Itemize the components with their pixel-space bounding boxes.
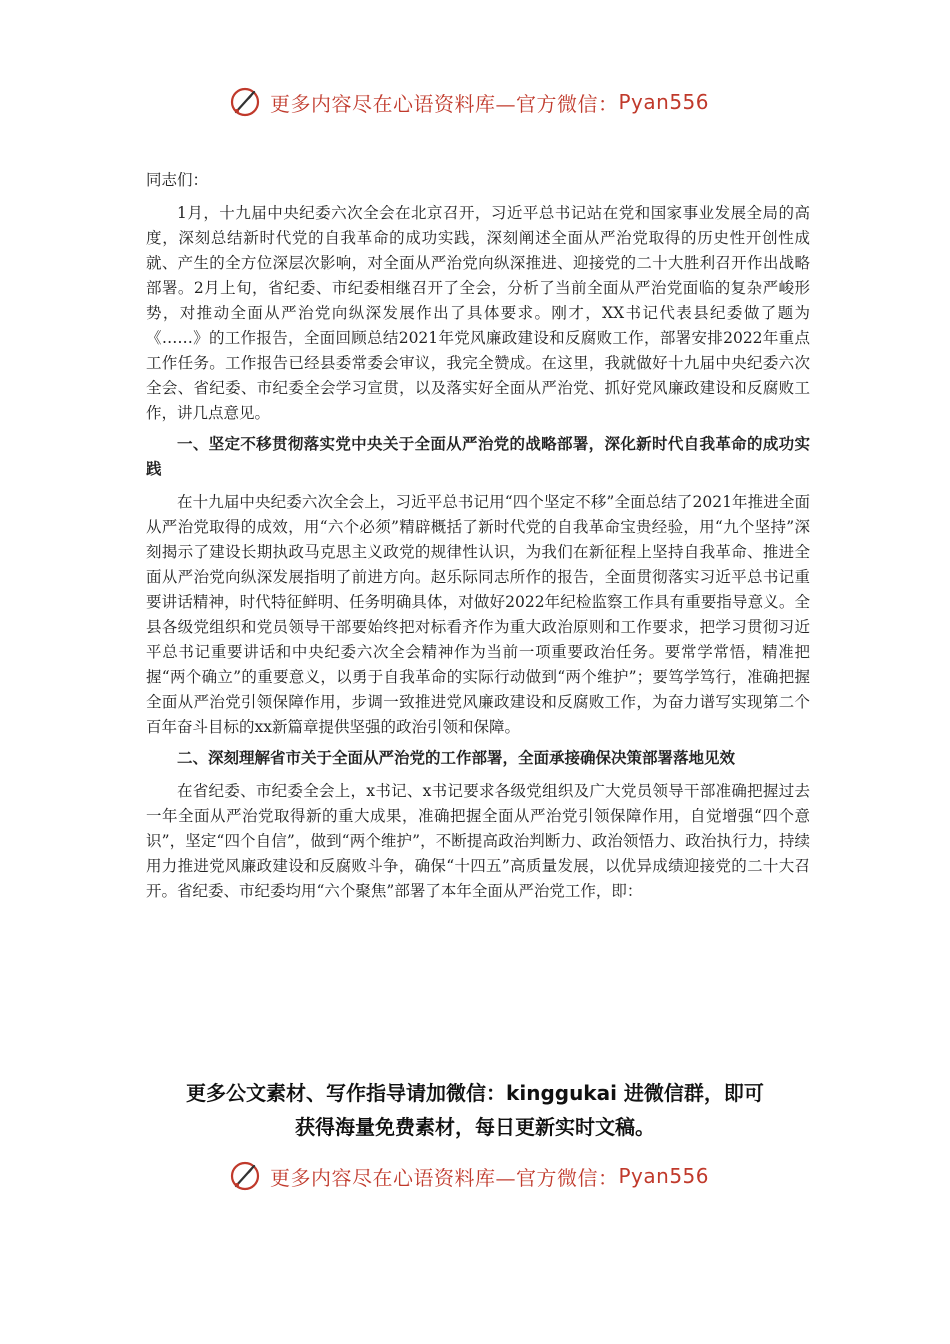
quill-logo-icon bbox=[228, 85, 262, 119]
greeting: 同志们： bbox=[146, 171, 209, 189]
section-2-heading: 二、深刻理解省市关于全面从严治党的工作部署，全面承接确保决策部署落地见效 bbox=[177, 749, 736, 767]
quill-logo-icon bbox=[228, 1159, 262, 1193]
footer-banner-account: Pyan556 bbox=[618, 1164, 710, 1188]
footer-banner bbox=[228, 1156, 748, 1196]
header-banner-text: 更多内容尽在心语资料库—官方微信： bbox=[270, 91, 619, 116]
promo-line-2: 获得海量免费素材，每日更新实时文稿。 bbox=[295, 1115, 655, 1139]
section-2-body: 在省纪委、市纪委全会上，x书记、x书记要求各级党组织及广大党员领导干部准确把握过去一年全面从严治党取得新的重大成果，准确把握全面从严治党引领保障作用，自觉增强“四个意识”，坚定“四个自信”，做到“两个维护”，不断提高政治判断力、政治领悟力、政治执行力，持续用力推进党风廉政建设和反腐败斗争，确保“十四五”高质量发展，以优异成绩迎接党的二十大召开。省纪委、市纪委均用“六个聚焦”部署了本年全面从严治党工作，即： bbox=[146, 782, 810, 900]
promo-line-1: 更多公文素材、写作指导请加微信：kinggukai 进微信群，即可 bbox=[186, 1081, 764, 1105]
header-banner-account: Pyan556 bbox=[618, 90, 710, 114]
document-body bbox=[146, 168, 810, 910]
intro-paragraph: 1月，十九届中央纪委六次全会在北京召开，习近平总书记站在党和国家事业发展全局的高度，深刻总结新时代党的自我革命的成功实践，深刻阐述全面从严治党取得的历史性开创性成就、产生的全方位深层次影响，对全面从严治党向纵深推进、迎接党的二十大胜利召开作出战略部署。2月上旬，省纪委、市纪委相继召开了全会，分析了当前全面从严治党面临的复杂严峻形势，对推动全面从严治党向纵深发展作出了具体要求。刚才，XX书记代表县纪委做了题为《……》的工作报告，全面回顾总结2021年党风廉政建设和反腐败工作，部署安排2022年重点工作任务。工作报告已经县委常委会审议，我完全赞成。在这里，我就做好十九届中央纪委六次全会、省纪委、市纪委全会学习宣贯，以及落实好全面从严治党、抓好党风廉政建设和反腐败工作，讲几点意见。 bbox=[146, 204, 810, 422]
section-1-heading: 一、坚定不移贯彻落实党中央关于全面从严治党的战略部署，深化新时代自我革命的成功实践 bbox=[146, 435, 810, 478]
header-banner bbox=[228, 82, 748, 122]
section-1-body: 在十九届中央纪委六次全会上，习近平总书记用“四个坚定不移”全面总结了2021年推进全面从严治党取得的成效，用“六个必须”精辟概括了新时代党的自我革命宝贵经验，用“九个坚持”深刻揭示了建设长期执政马克思主义政党的规律性认识，为我们在新征程上坚持自我革命、推进全面从严治党向纵深发展指明了前进方向。赵乐际同志所作的报告，全面贯彻落实习近平总书记重要讲话精神，时代特征鲜明、任务明确具体，对做好2022年纪检监察工作具有重要指导意义。全县各级党组织和党员领导干部要始终把对标看齐作为重大政治原则和工作要求，把学习贯彻习近平总书记重要讲话和中央纪委六次全会精神作为当前一项重要政治任务。要常学常悟，精准把握“两个确立”的重要意义，以勇于自我革命的实际行动做到“两个维护”；要笃学笃行，准确把握全面从严治党引领保障作用，步调一致推进党风廉政建设和反腐败工作，为奋力谱写实现第二个百年奋斗目标的xx新篇章提供坚强的政治引领和保障。 bbox=[146, 493, 810, 736]
promo-notice bbox=[120, 1076, 830, 1144]
footer-banner-text: 更多内容尽在心语资料库—官方微信： bbox=[270, 1165, 619, 1190]
